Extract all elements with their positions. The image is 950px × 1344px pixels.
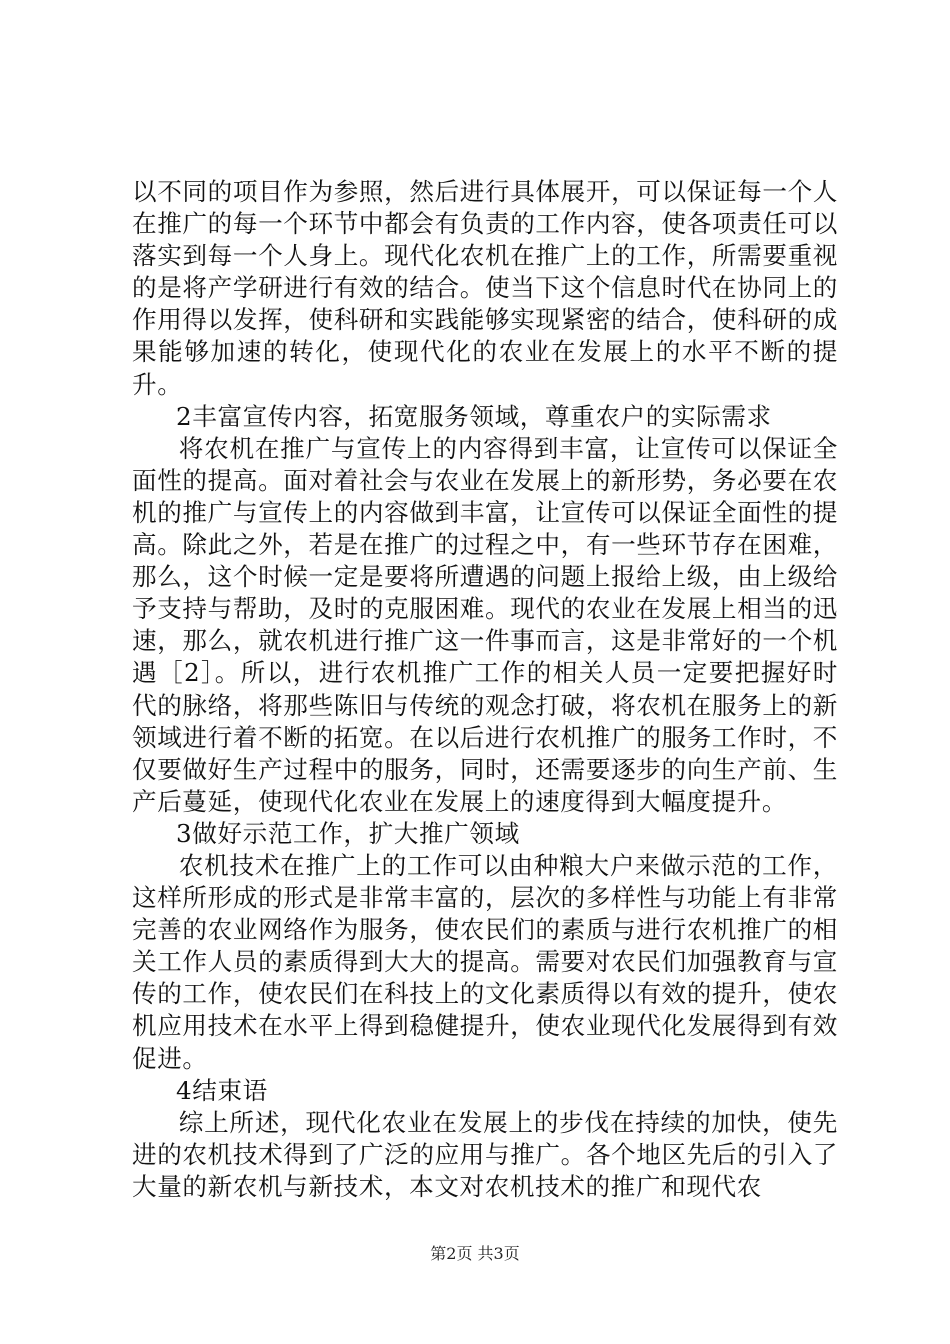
paragraph-section-4: 综上所述，现代化农业在发展上的步伐在持续的加快，使先进的农机技术得到了广泛的应用与推广。各个地区先后的引入了大量的新农机与新技术，本文对农机技术的推广和现代农	[132, 1107, 838, 1201]
section-heading-2: 2丰富宣传内容，拓宽服务领域，尊重农户的实际需求	[176, 401, 772, 431]
document-body	[132, 176, 838, 1203]
page-footer: 第2页 共3页	[430, 1244, 520, 1263]
section-heading-3: 3做好示范工作，扩大推广领域	[176, 818, 520, 848]
section-heading-4: 4结束语	[176, 1075, 268, 1105]
paragraph-section-2: 将农机在推广与宣传上的内容得到丰富，让宣传可以保证全面性的提高。面对着社会与农业在发展上的新形势，务必要在农机的推广与宣传上的内容做到丰富，让宣传可以保证全面性的提高。除此之外，若是在推广的过程之中，有一些环节存在困难，那么，这个时候一定是要将所遭遇的问题上报给上级，由上级给予支持与帮助，及时的克服困难。现代的农业在发展上相当的迅速，那么，就农机进行推广这一件事而言，这是非常好的一个机遇［2］。所以，进行农机推广工作的相关人员一定要把握好时代的脉络，将那些陈旧与传统的观念打破，将农机在服务上的新领域进行着不断的拓宽。在以后进行农机推广的服务工作时，不仅要做好生产过程中的服务，同时，还需要逐步的向生产前、生产后蔓延，使现代化农业在发展上的速度得到大幅度提升。	[132, 433, 838, 816]
paragraph-continuation: 以不同的项目作为参照，然后进行具体展开，可以保证每一个人在推广的每一个环节中都会有负责的工作内容，使各项责任可以落实到每一个人身上。现代化农机在推广上的工作，所需要重视的是将产学研进行有效的结合。使当下这个信息时代在协同上的作用得以发挥，使科研和实践能够实现紧密的结合，使科研的成果能够加速的转化，使现代化的农业在发展上的水平不断的提升。	[132, 177, 838, 399]
paragraph-section-3: 农机技术在推广上的工作可以由种粮大户来做示范的工作，这样所形成的形式是非常丰富的，层次的多样性与功能上有非常完善的农业网络作为服务，使农民们的素质与进行农机推广的相关工作人员的素质得到大大的提高。需要对农民们加强教育与宣传的工作，使农民们在科技上的文化素质得以有效的提升，使农机应用技术在水平上得到稳健提升，使农业现代化发展得到有效促进。	[132, 850, 838, 1073]
